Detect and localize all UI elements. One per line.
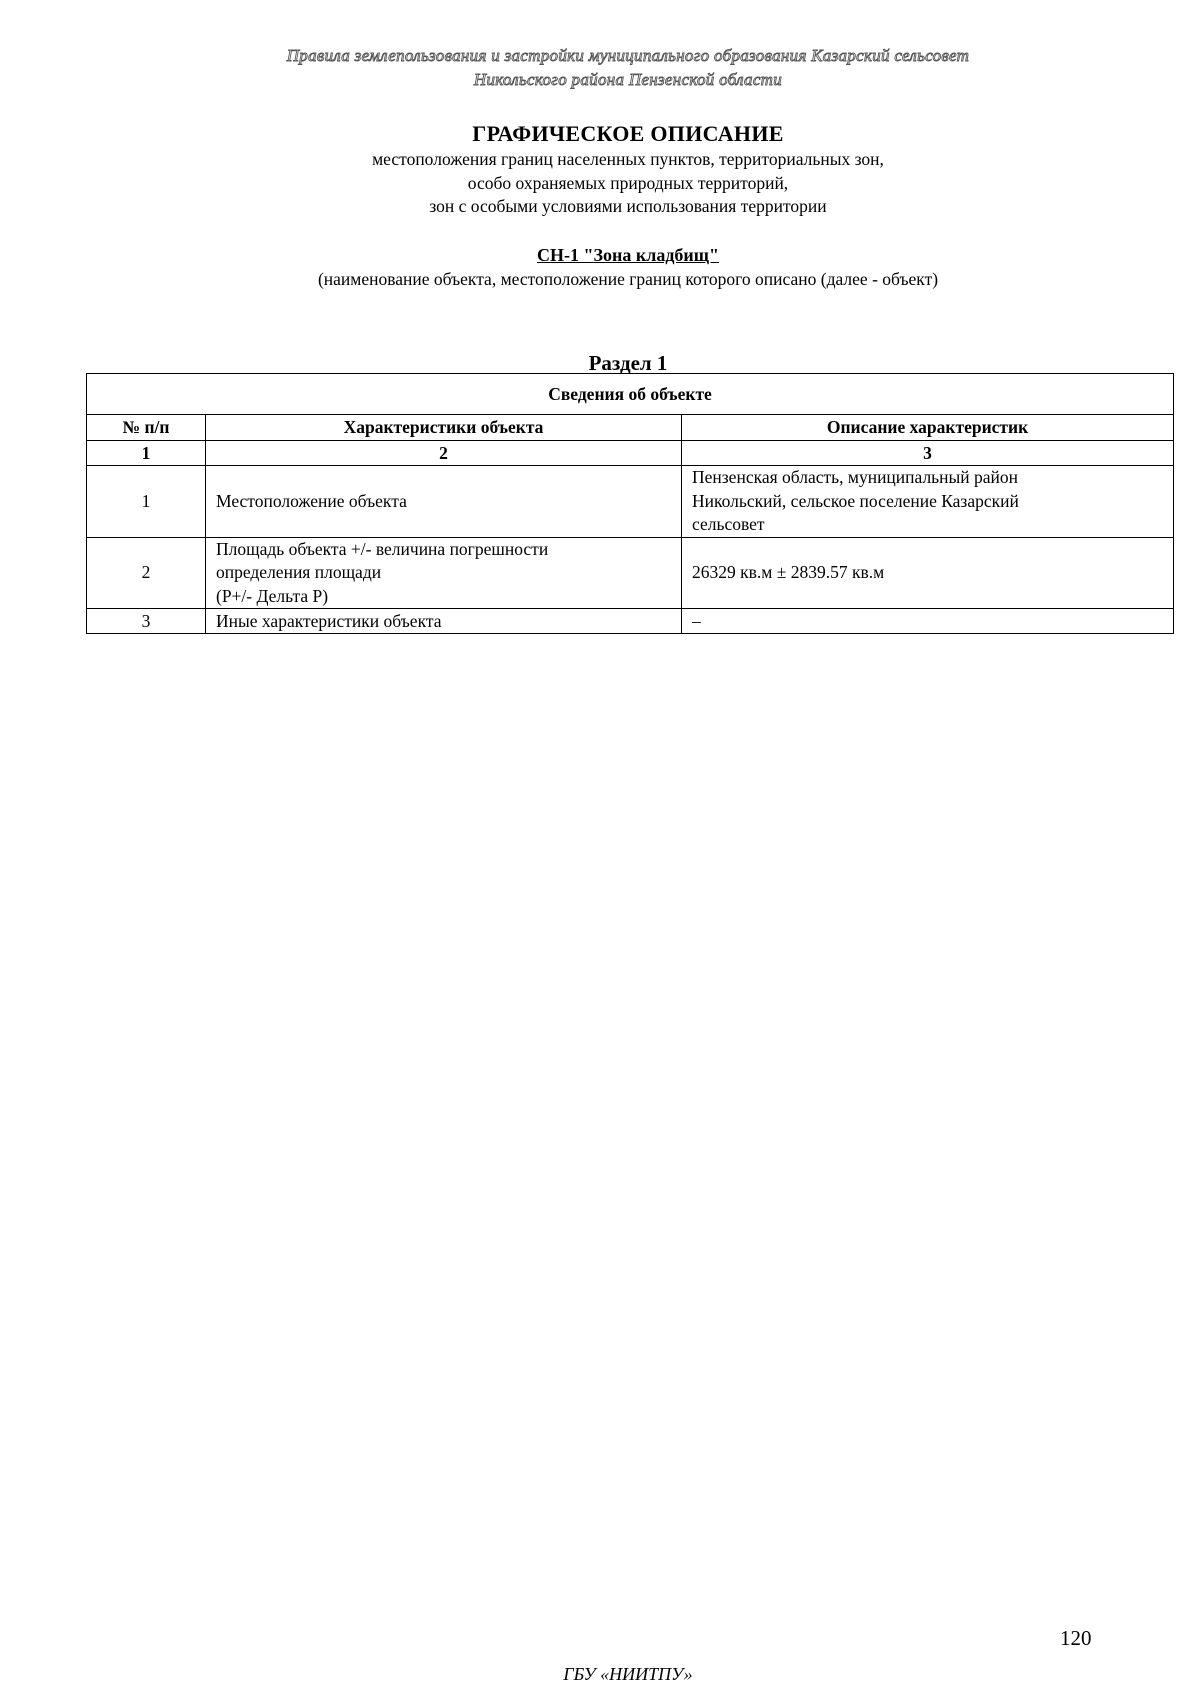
table-caption: Сведения об объекте	[87, 374, 1174, 415]
column-number-1: 1	[87, 441, 206, 466]
row-description-line: Никольский, сельское поселение Казарский	[692, 490, 1019, 511]
column-number-2: 2	[206, 441, 682, 466]
page-number: 120	[1060, 1626, 1092, 1650]
row-description-line: Пензенская область, муниципальный район	[692, 467, 1019, 487]
title-block	[0, 120, 1200, 219]
row-description-line: сельсовет	[692, 514, 765, 534]
row-characteristic-line: Местоположение объекта	[216, 490, 407, 511]
row-description-line: –	[692, 610, 701, 631]
column-header-number: № п/п	[87, 415, 206, 441]
row-characteristic	[206, 537, 682, 609]
row-characteristic-line: Площадь объекта +/- величина погрешности	[216, 538, 549, 559]
object-info-table	[86, 373, 1174, 634]
section-title: Раздел 1	[588, 351, 668, 375]
table-header-row	[87, 415, 1174, 441]
row-characteristic-line: Иные характеристики объекта	[216, 610, 442, 631]
table-row	[87, 466, 1174, 538]
running-header-line-2: Никольского района Пензенской области	[473, 70, 783, 89]
running-header-line-1: Правила землепользования и застройки муниципального образования Казарский сельсовет	[286, 46, 970, 65]
document-title: ГРАФИЧЕСКОЕ ОПИСАНИЕ	[472, 121, 784, 146]
row-description	[682, 466, 1174, 538]
column-header-description: Описание характеристик	[682, 415, 1174, 441]
document-subtitle-line-3: зон с особыми условиями использования территории	[429, 196, 827, 216]
column-number-row	[87, 441, 1174, 466]
row-characteristic-line: определения площади	[216, 562, 382, 582]
document-subtitle-line-2: особо охраняемых природных территорий,	[467, 172, 789, 193]
object-name-text: СН-1 "Зона кладбищ"	[537, 245, 719, 265]
document-subtitle-line-1: местоположения границ населенных пунктов, территориальных зон,	[372, 149, 884, 169]
page-footer: ГБУ «НИИТПУ»	[563, 1664, 693, 1684]
row-description-line: 26329 кв.м ± 2839.57 кв.м	[692, 562, 885, 582]
object-name	[0, 243, 1200, 267]
row-number: 1	[87, 466, 206, 538]
table-row	[87, 609, 1174, 634]
table-row	[87, 537, 1174, 609]
row-number: 3	[87, 609, 206, 634]
row-characteristic	[206, 609, 682, 634]
object-caption: (наименование объекта, местоположение границ которого описано (далее - объект)	[317, 269, 939, 289]
running-header	[0, 44, 1200, 92]
row-description	[682, 537, 1174, 609]
column-header-characteristic: Характеристики объекта	[206, 415, 682, 441]
row-characteristic	[206, 466, 682, 538]
row-number: 2	[87, 537, 206, 609]
row-description	[682, 609, 1174, 634]
row-characteristic-line: (Р+/- Дельта Р)	[216, 585, 329, 606]
column-number-3: 3	[682, 441, 1174, 466]
